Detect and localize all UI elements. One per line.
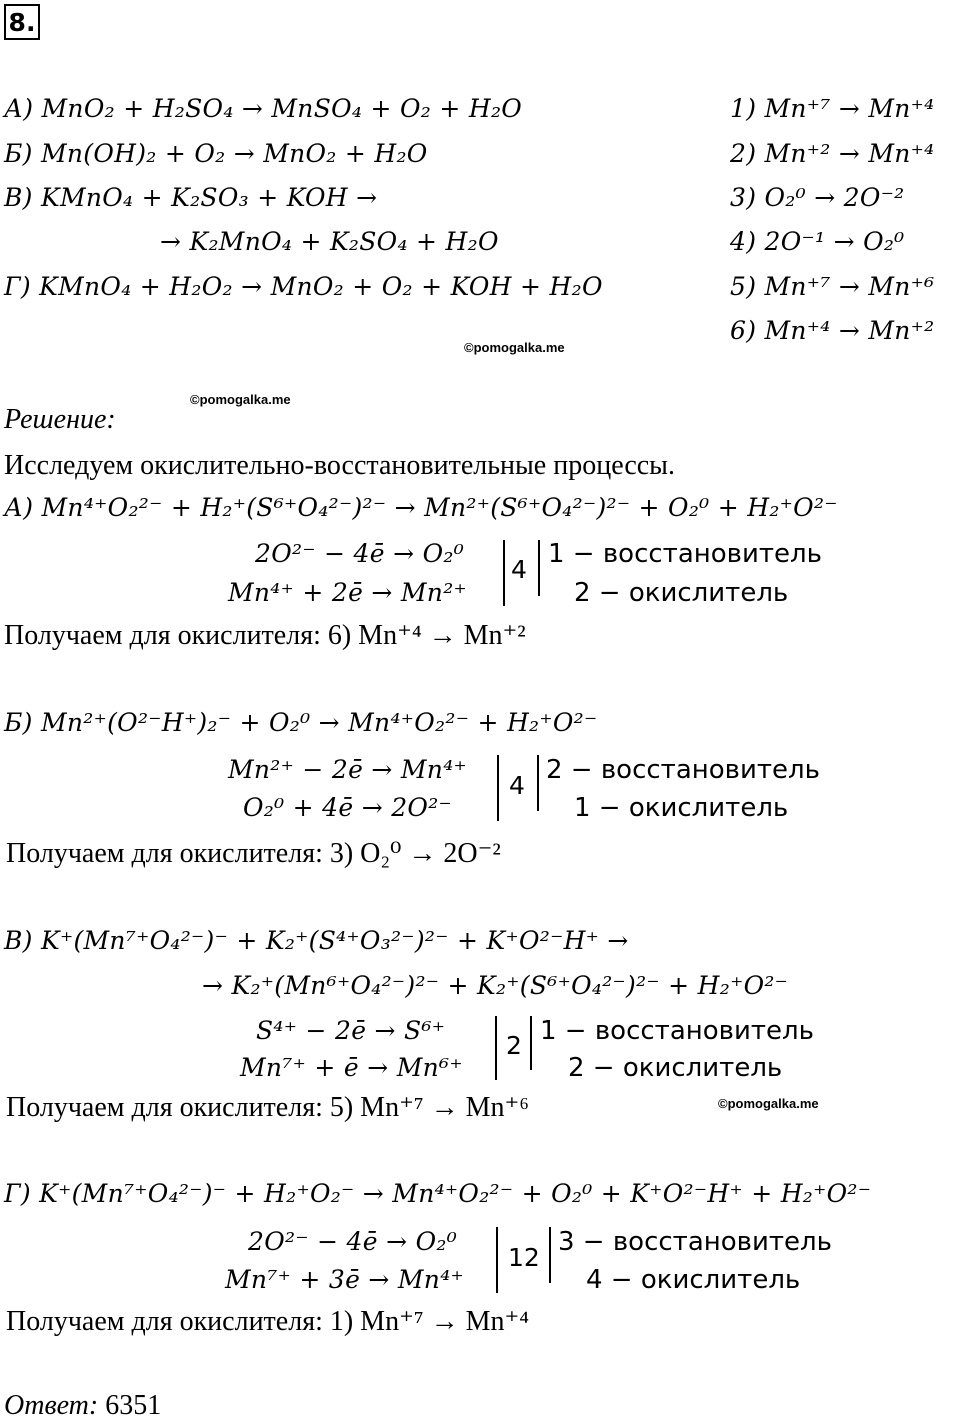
part-d-half-reaction-2: Mn⁷⁺ + 3ē → Mn⁴⁺ xyxy=(225,1265,465,1294)
answer-value: 6351 xyxy=(105,1390,162,1421)
option-1: 1) Mn⁺⁷ → Mn⁺⁴ xyxy=(730,94,935,123)
part-c-role-2: 2 − окислитель xyxy=(568,1053,783,1083)
balance-divider xyxy=(538,540,540,596)
part-c-role-1: 1 − восстановитель xyxy=(540,1016,814,1046)
part-a-result: Получаем для окислителя: 6) Mn⁺⁴ → Mn⁺² xyxy=(4,620,526,651)
balance-divider xyxy=(495,1016,497,1080)
part-a-half-reaction-2: Mn⁴⁺ + 2ē → Mn²⁺ xyxy=(228,578,468,607)
part-a-lcm: 4 xyxy=(511,555,527,584)
part-b-role-1: 2 − восстановитель xyxy=(546,755,820,785)
solution-label: Решение: xyxy=(4,404,116,435)
task-equation-b: Б) Mn(OH)₂ + O₂ → MnO₂ + H₂O xyxy=(4,139,428,168)
balance-divider xyxy=(530,1016,532,1070)
part-c-half-reaction-1: S⁴⁺ − 2ē → S⁶⁺ xyxy=(256,1016,446,1045)
watermark: ©pomogalka.me xyxy=(190,392,291,407)
part-d-equation: Г) K⁺(Mn⁷⁺O₄²⁻)⁻ + H₂⁺O₂⁻ → Mn⁴⁺O₂²⁻ + O₂⁰ + K⁺O²⁻H⁺ + H₂⁺O²⁻ xyxy=(4,1179,872,1208)
option-5: 5) Mn⁺⁷ → Mn⁺⁶ xyxy=(730,272,935,301)
part-d-half-reaction-1: 2O²⁻ − 4ē → O₂⁰ xyxy=(248,1227,458,1256)
part-d-lcm: 12 xyxy=(508,1243,540,1272)
part-b-role-2: 1 − окислитель xyxy=(574,793,789,823)
option-4: 4) 2O⁻¹ → O₂⁰ xyxy=(730,227,905,256)
part-b-equation: Б) Mn²⁺(O²⁻H⁺)₂⁻ + O₂⁰ → Mn⁴⁺O₂²⁻ + H₂⁺O²⁻ xyxy=(4,708,598,737)
task-equation-c-line2: → K₂MnO₄ + K₂SO₄ + H₂O xyxy=(160,227,499,256)
balance-divider xyxy=(503,540,505,606)
part-b-result: Получаем для окислителя: 3) O₂⁰ → 2O⁻² xyxy=(6,838,501,869)
balance-divider xyxy=(549,1227,551,1283)
watermark: ©pomogalka.me xyxy=(718,1096,819,1111)
balance-divider xyxy=(496,1227,498,1293)
task-equation-c-line1: В) KMnO₄ + K₂SO₃ + KOH → xyxy=(4,183,378,212)
answer-label: Ответ: xyxy=(4,1390,99,1421)
part-c-half-reaction-2: Mn⁷⁺ + ē → Mn⁶⁺ xyxy=(240,1053,463,1082)
part-c-equation-line2: → K₂⁺(Mn⁶⁺O₄²⁻)²⁻ + K₂⁺(S⁶⁺O₄²⁻)²⁻ + H₂⁺O²⁻ xyxy=(202,971,789,1000)
part-c-result: Получаем для окислителя: 5) Mn⁺⁷ → Mn⁺⁶ xyxy=(6,1092,530,1123)
watermark: ©pomogalka.me xyxy=(464,340,565,355)
part-d-role-1: 3 − восстановитель xyxy=(558,1227,832,1257)
option-6: 6) Mn⁺⁴ → Mn⁺² xyxy=(730,316,935,345)
part-d-role-2: 4 − окислитель xyxy=(586,1265,801,1295)
part-c-lcm: 2 xyxy=(506,1031,522,1060)
part-c-equation-line1: В) K⁺(Mn⁷⁺O₄²⁻)⁻ + K₂⁺(S⁴⁺O₃²⁻)²⁻ + K⁺O²⁻H⁺ → xyxy=(4,926,629,955)
part-a-role-2: 2 − окислитель xyxy=(574,578,789,608)
part-a-role-1: 1 − восстановитель xyxy=(548,539,822,569)
option-3: 3) O₂⁰ → 2O⁻² xyxy=(730,183,905,212)
problem-number-badge: 8. xyxy=(4,4,40,40)
balance-divider xyxy=(497,755,499,821)
part-b-half-reaction-1: Mn²⁺ − 2ē → Mn⁴⁺ xyxy=(228,755,468,784)
part-b-lcm: 4 xyxy=(509,771,525,800)
part-a-half-reaction-1: 2O²⁻ − 4ē → O₂⁰ xyxy=(255,539,465,568)
part-b-half-reaction-2: O₂⁰ + 4ē → 2O²⁻ xyxy=(243,793,453,822)
part-d-result: Получаем для окислителя: 1) Mn⁺⁷ → Mn⁺⁴ xyxy=(6,1306,530,1337)
task-equation-a: А) MnO₂ + H₂SO₄ → MnSO₄ + O₂ + H₂O xyxy=(4,94,523,123)
task-equation-d: Г) KMnO₄ + H₂O₂ → MnO₂ + O₂ + KOH + H₂O xyxy=(4,272,603,301)
option-2: 2) Mn⁺² → Mn⁺⁴ xyxy=(730,139,935,168)
answer xyxy=(4,1392,161,1420)
solution-intro: Исследуем окислительно-восстановительные процессы. xyxy=(4,450,675,481)
balance-divider xyxy=(537,755,539,811)
part-a-equation: А) Mn⁴⁺O₂²⁻ + H₂⁺(S⁶⁺O₄²⁻)²⁻ → Mn²⁺(S⁶⁺O₄²⁻)²⁻ + O₂⁰ + H₂⁺O²⁻ xyxy=(4,493,838,522)
